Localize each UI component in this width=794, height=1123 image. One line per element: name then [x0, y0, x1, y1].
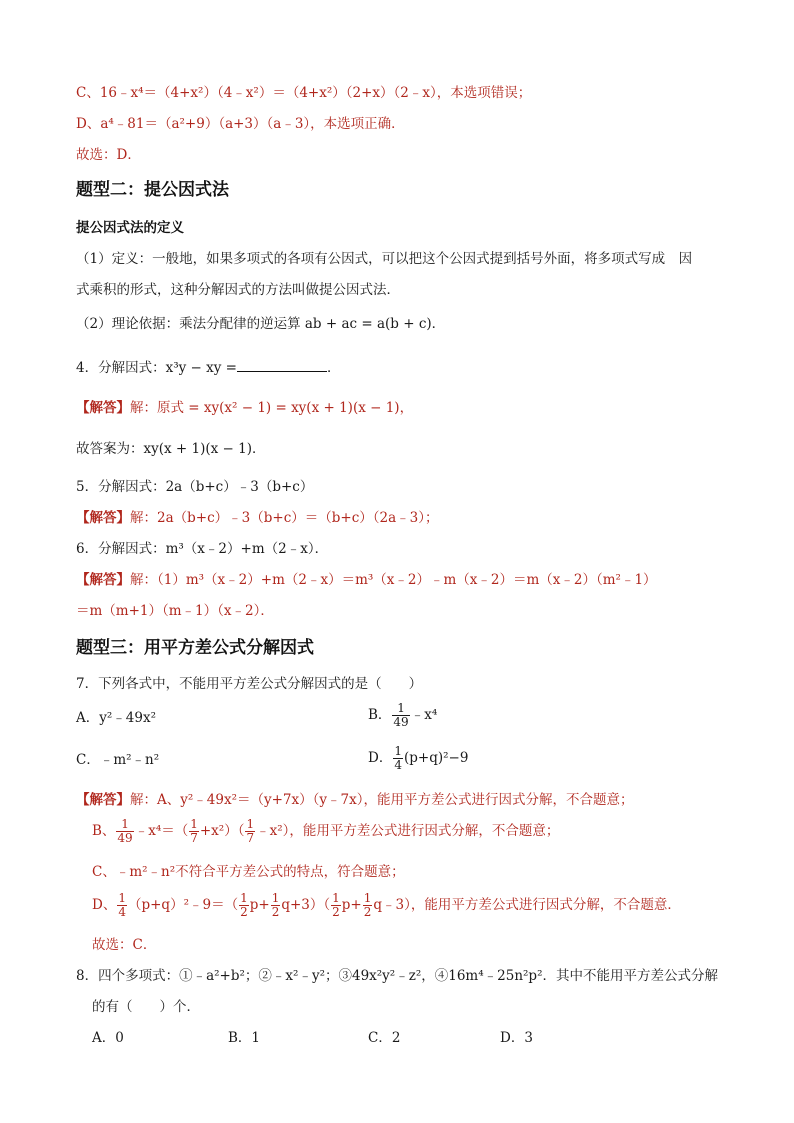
numerator: 1: [190, 817, 198, 831]
expression-part: ﹣x⁴＝（: [134, 823, 189, 839]
expression-part: q﹣3），能用平方差公式进行因式分解，不合题意．: [373, 897, 681, 913]
solution-line-c: C、16﹣x⁴＝（4+x²）（4﹣x²）＝（4+x²）（2+x）（2﹣x），本选项错误；: [76, 85, 532, 101]
answer-blank: [237, 357, 327, 372]
fraction: [245, 818, 255, 845]
numerator: 1: [392, 702, 409, 716]
answer-7a: [76, 790, 633, 810]
expression-part: ﹣x²），能用平方差公式进行因式分解，不合题意；: [256, 823, 560, 839]
fraction: [116, 818, 133, 845]
answer-7b: [92, 818, 559, 845]
question-4-text: 4．分解因式：x³y − xy =: [76, 360, 237, 376]
denominator: 49: [117, 831, 133, 845]
option-expression: (p+q)²−9: [403, 750, 469, 766]
option-label: B．: [368, 707, 392, 723]
option-label: D、: [92, 897, 117, 913]
solution-choice: 故选：D．: [76, 147, 141, 163]
subheading-definition: 提公因式法的定义: [76, 220, 184, 236]
numerator: 1: [246, 817, 255, 831]
fraction: [331, 892, 341, 919]
answer-tag: 【解答】: [76, 510, 130, 526]
option-expression: ﹣x⁴: [410, 707, 438, 723]
answer-6-line-2: ＝m（m+1）（m﹣1）（x﹣2）．: [76, 603, 274, 619]
question-8-line-2: 的有（ ）个．: [92, 999, 200, 1015]
numerator: 1: [118, 891, 126, 905]
denominator: 7: [190, 831, 198, 845]
answer-tag: 【解答】: [76, 792, 130, 808]
answer-7d: [92, 892, 681, 919]
question-8: 8．四个多项式：①﹣a²+b²；②﹣x²﹣y²；③49x²y²﹣z²，④16m⁴﹣25n²p²．其中不能用平方差公式分解: [76, 968, 718, 984]
denominator: 2: [271, 905, 280, 919]
section-heading-type2: 题型二：提公因式法: [76, 180, 229, 200]
answer-7c: C、﹣m²﹣n²不符合平方差公式的特点，符合题意；: [92, 864, 405, 880]
question-4: [76, 357, 340, 378]
solution-line-d: D、a⁴﹣81＝（a²+9）（a+3）（a﹣3），本选项正确．: [76, 116, 405, 132]
numerator: 1: [394, 744, 402, 758]
option-8c: C．2: [368, 1030, 401, 1046]
denominator: 49: [393, 715, 409, 729]
option-label: B、: [92, 823, 116, 839]
fraction: [392, 702, 409, 729]
numerator: 1: [116, 818, 133, 832]
option-7b: [368, 702, 437, 729]
denominator: 2: [332, 905, 340, 919]
question-7: 7．下列各式中，不能用平方差公式分解因式的是（ ）: [76, 676, 423, 692]
definition-line-1: （1）定义：一般地，如果多项式的各项有公因式，可以把这个公因式提到括号外面，将多项式写成 因: [76, 251, 693, 267]
option-8a: A．0: [92, 1030, 124, 1046]
answer-5-text: 解：2a（b+c）﹣3（b+c）＝（b+c）（2a﹣3）；: [130, 510, 439, 526]
expression-part: （p+q）²﹣9＝（: [127, 897, 239, 913]
expression-part: +x²）（: [199, 823, 245, 839]
option-label: D．: [368, 750, 393, 766]
fraction: [363, 892, 373, 919]
option-8b: B．1: [228, 1030, 261, 1046]
fraction: [117, 892, 127, 919]
numerator: 1: [363, 891, 372, 905]
answer-4-text: 解：原式 = xy(x² − 1) = xy(x + 1)(x − 1)，: [130, 400, 414, 416]
answer-tag: 【解答】: [76, 572, 130, 588]
option-7a: A．y²﹣49x²: [76, 710, 156, 726]
expression-part: p+: [249, 897, 270, 913]
definition-line-1b: 式乘积的形式，这种分解因式的方法叫做提公因式法．: [76, 282, 400, 298]
fraction: [393, 745, 403, 772]
definition-line-2: （2）理论依据：乘法分配律的逆运算 ab + ac = a(b + c)．: [76, 316, 446, 332]
answer-5: [76, 508, 439, 528]
denominator: 2: [363, 905, 372, 919]
expression-part: p+: [341, 897, 362, 913]
answer-4: [76, 398, 413, 418]
numerator: 1: [271, 891, 280, 905]
answer-7-choice: 故选：C．: [92, 937, 157, 953]
fraction: [239, 892, 249, 919]
denominator: 4: [394, 758, 402, 772]
option-7d: [368, 745, 468, 772]
numerator: 1: [332, 891, 340, 905]
question-5: 5．分解因式：2a（b+c）﹣3（b+c）: [76, 479, 314, 495]
answer-6: [76, 570, 657, 590]
question-4-end: ．: [326, 360, 341, 376]
question-6: 6．分解因式：m³（x﹣2）+m（2﹣x）．: [76, 541, 329, 557]
fraction: [271, 892, 281, 919]
fraction: [189, 818, 199, 845]
denominator: 4: [118, 905, 126, 919]
answer-6-text: 解：（1）m³（x﹣2）+m（2﹣x）＝m³（x﹣2）﹣m（x﹣2）＝m（x﹣2）（m²﹣1）: [130, 572, 657, 588]
answer-4-result: 故答案为：xy(x + 1)(x − 1)．: [76, 441, 266, 457]
answer-7a-text: 解：A、y²﹣49x²＝（y+7x）（y﹣7x），能用平方差公式进行因式分解，不合题意；: [130, 792, 634, 808]
answer-tag: 【解答】: [76, 400, 130, 416]
denominator: 7: [246, 831, 255, 845]
option-7c: C．﹣m²﹣n²: [76, 752, 160, 768]
numerator: 1: [240, 891, 248, 905]
section-heading-type3: 题型三：用平方差公式分解因式: [76, 638, 314, 658]
denominator: 2: [240, 905, 248, 919]
expression-part: q+3）（: [281, 897, 331, 913]
option-8d: D．3: [500, 1030, 533, 1046]
